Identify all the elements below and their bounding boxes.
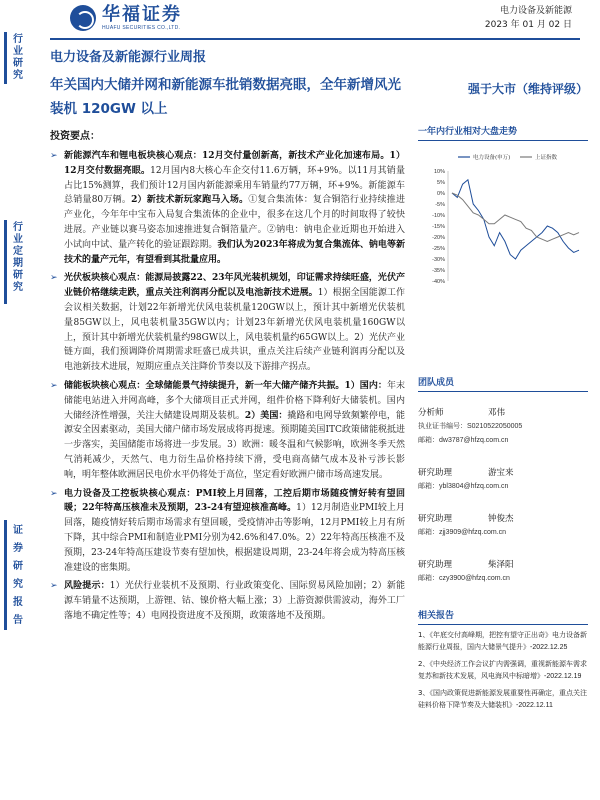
analyst-role: 研究助理	[418, 514, 453, 524]
key-point-storage	[50, 379, 405, 483]
para-text: 1）根据全国能源工作会议相关数据，计划22年新增光伏风电装机量120GW以上，预计其中新增光伏装机量85GW以上，风电装机量35GW以内；计划23年新增光伏风电装机量160GW以上，预计其中新增光伏装机量约98GW以上，风电装机量约65GW以上。2）光伏产业链方面，我们预调降价周期需求旺盛已成共识，重点关注后续产业链利润再分配以及电池新技术进展，短期应重点关注降价节奏以及下游排产拐点。	[64, 288, 405, 373]
chart-svg	[418, 149, 588, 289]
y-tick-label: -10%	[432, 213, 445, 219]
related-report-title: 3、《国内政策促进新能源发展重要性再确定，重点关注硅料价格下降节奏及大储装机》	[418, 689, 587, 709]
para-text-2: ①复合集流体：复合铜箔行业持续推进产业化，今年年中宝布入局复合集流体的企业中，很多在这几个月的时间取得了较快进展。产业链以赛马姿态加速推进复合铜箔量产。②钠电：钠电企业近期也开始进入小试向中试、量产转化的验证跟踪期。	[64, 195, 405, 250]
para-bold-mid: 2）美国：	[244, 410, 288, 421]
related-report-date: -2022.12.25	[530, 644, 568, 651]
key-points-title: 投资要点：	[50, 131, 100, 142]
para-text: 1）12月制造业PMI较上月回落，随疫情好转后期市场需求有望回暖，受疫情冲击等影响，12月PMI较上月有所下降，其中综合PMI和制造业PMI分别为42.6%和47.0%。2）22年特高压核准不及预期，23-24年特高压建设节奏有望加快，根据建设周期，23-24年将会成为特高压核准建设的密集期。	[64, 503, 405, 573]
analyst-card	[418, 512, 588, 540]
analyst-email[interactable]: czy3900@hfzq.com.cn	[439, 575, 510, 582]
related-report-date: -2022.12.19	[544, 673, 582, 680]
para-bold-mid: 2）新技术新玩家跑马入场。	[131, 195, 249, 206]
series-line	[452, 193, 579, 241]
email-label: 邮箱：	[418, 483, 439, 490]
analyst-card	[418, 466, 588, 494]
logo-mark-icon	[70, 5, 96, 31]
report-type: 电力设备及新能源	[499, 6, 572, 16]
y-tick-label: -40%	[432, 279, 445, 285]
header-meta	[485, 4, 572, 32]
analyst-name: 柴泽阳	[488, 560, 514, 570]
cert-number: S0210522050005	[467, 423, 523, 430]
bullet-arrow-icon: ➢	[50, 380, 58, 391]
y-tick-label: -15%	[432, 224, 445, 230]
analyst-role: 分析师	[418, 408, 444, 418]
sidebar-tag-periodic-research: 行业定期研究	[13, 222, 23, 293]
report-title: 电力设备及新能源行业周报	[50, 50, 207, 65]
bullet-arrow-icon: ➢	[50, 273, 58, 284]
y-tick-label: -5%	[435, 202, 445, 208]
main-content	[50, 45, 405, 624]
y-tick-label: 10%	[433, 169, 445, 175]
chart-section-title: 一年内行业相对大盘走势	[418, 124, 588, 141]
related-report-title: 1、《年底交付高峰期，把控有望守正出奇》电力设备新能源行业周报，国内大储景气提升》	[418, 631, 587, 651]
bullet-arrow-icon: ➢	[50, 488, 58, 499]
related-report-item[interactable]	[418, 658, 588, 683]
analyst-role: 研究助理	[418, 560, 453, 570]
y-tick-label: 0%	[437, 191, 445, 197]
sidebar-tag-securities-report: 证券研究报告	[13, 525, 23, 626]
para-bold-lead: 新能源汽车和锂电板块核心观点：12月交付量创新高，新技术产业化加速布局。1）12月交付数据亮眼。	[64, 151, 405, 176]
y-tick-label: -30%	[432, 257, 445, 263]
para-bold-lead: 电力设备及工控板块核心观点：PMI较上月回落，工控后期市场随疫情好转有望回暖；22年特高压核准未及预期，23-24有望迎核准高峰。	[64, 488, 405, 514]
analyst-email[interactable]: zjj3909@hfzq.com.cn	[439, 529, 507, 536]
para-bold-lead: 储能板块核心观点：全球储能景气持续提升，新一年大储产储齐共振。1）国内：	[64, 380, 387, 391]
sidebar-accent	[4, 32, 7, 84]
key-point-risk	[50, 579, 405, 623]
para-text-2: 撬路和电网导致频繁停电，能源安全因素驱动，美国大储户储市场发展成将再提速。预期随美国ITC政策储能税抵进一步落实，美国储能市场将进一步发展。3）欧洲：暖冬温和气候影响，欧洲冬季天然气消耗减少，天然气、电力衍生品价格持续下滑，受电商高储气成本及补亏涉长影响，明年整体欧洲居民电价水平仍将处于高位，坚定看好欧洲户储市场高速发展。	[64, 410, 405, 480]
email-label: 邮箱：	[418, 437, 439, 444]
sidebar-accent	[4, 220, 7, 304]
company-logo	[70, 5, 182, 31]
analyst-email[interactable]: dw3787@hfzq.com.cn	[439, 437, 509, 444]
related-reports-title: 相关报告	[418, 608, 588, 625]
y-tick-label: -25%	[432, 246, 445, 252]
related-report-item[interactable]	[418, 687, 588, 712]
para-bold-lead: 光伏板块核心观点：能源局披露22、23年风光装机规划，印证需求持续旺盛，光伏产业链价格继续走跌，重点关注利润再分配以及电池新技术进展。	[64, 273, 405, 299]
analyst-email[interactable]: ybl3804@hfzq.com.cn	[439, 483, 509, 490]
related-report-item[interactable]	[418, 629, 588, 654]
team-section-title: 团队成员	[418, 375, 588, 392]
analyst-card	[418, 558, 588, 586]
para-text: 1）光伏行业装机不及预期、行业政策变化、国际贸易风险加剧；2）新能源车销量不达预期，上游锂、钴、镍价格大幅上涨；3）上游资源供需波动，海外工厂落地不确定性等；4）电网投资进度不及预期，政策落地不及预期。	[64, 581, 405, 621]
legend-label: 电力设备(申万)	[473, 155, 511, 161]
email-label: 邮箱：	[418, 575, 439, 582]
key-point-pv	[50, 271, 405, 375]
analyst-name: 钟俊杰	[488, 514, 514, 524]
related-report-title: 2、《中央经济工作会议扩内需强调，重视新能源车需求复苏和新技术发展，风电海风中标暗增》	[418, 660, 587, 680]
bullet-arrow-icon: ➢	[50, 151, 58, 161]
para-bold-tail: 我们认为2023年将成为复合集流体、钠电等新技术的量产元年，有望看到其批量应用。	[64, 239, 405, 265]
legend-label: 上证指数	[535, 155, 558, 161]
right-column	[418, 60, 588, 712]
header-divider	[50, 38, 580, 40]
report-date: 2023 年 01 月 02 日	[484, 20, 572, 30]
analyst-name: 邓伟	[488, 408, 506, 418]
relative-performance-chart	[418, 149, 588, 289]
bullet-arrow-icon: ➢	[50, 581, 58, 592]
page-header	[0, 0, 600, 40]
key-point-ev-battery	[50, 149, 405, 267]
para-bold-lead: 风险提示：	[64, 581, 110, 592]
email-label: 邮箱：	[418, 529, 439, 536]
report-headline: 年关国内大储并网和新能源车批销数据亮眼，全年新增风光装机 120GW 以上	[50, 77, 401, 117]
para-text: 年末储能电站进入并网高峰，多个大储项目正式并网，组件价格下降利好大储装机。国内大储经济性增强，关注大储建设周期及装机。	[64, 380, 405, 421]
para-text: 12月国内8大核心车企交付11.6万辆，环+9%。以11月其销量占比15%测算，我们预计12月国内新能源乘用车销量约77万辆，环+9%。新能源车总销量80万辆。	[64, 165, 405, 206]
cert-label: 执业证书编号：	[418, 423, 467, 430]
analyst-role: 研究助理	[418, 468, 453, 478]
key-point-power-equipment	[50, 487, 405, 576]
sidebar-tag-industry-research: 行业研究	[13, 34, 23, 81]
logo-english-name: HUAFU SECURITIES CO.,LTD.	[102, 25, 181, 31]
investment-rating: 强于大市（维持评级）	[467, 82, 588, 96]
related-report-date: -2022.12.11	[516, 702, 553, 709]
y-tick-label: -35%	[432, 268, 445, 274]
left-sidebar	[0, 30, 30, 800]
logo-chinese-name: 华福证券	[102, 4, 182, 25]
analyst-name: 游宝来	[488, 468, 514, 478]
analyst-card	[418, 406, 588, 448]
sidebar-accent	[4, 520, 7, 630]
y-tick-label: 5%	[437, 180, 445, 186]
y-tick-label: -20%	[432, 235, 445, 241]
